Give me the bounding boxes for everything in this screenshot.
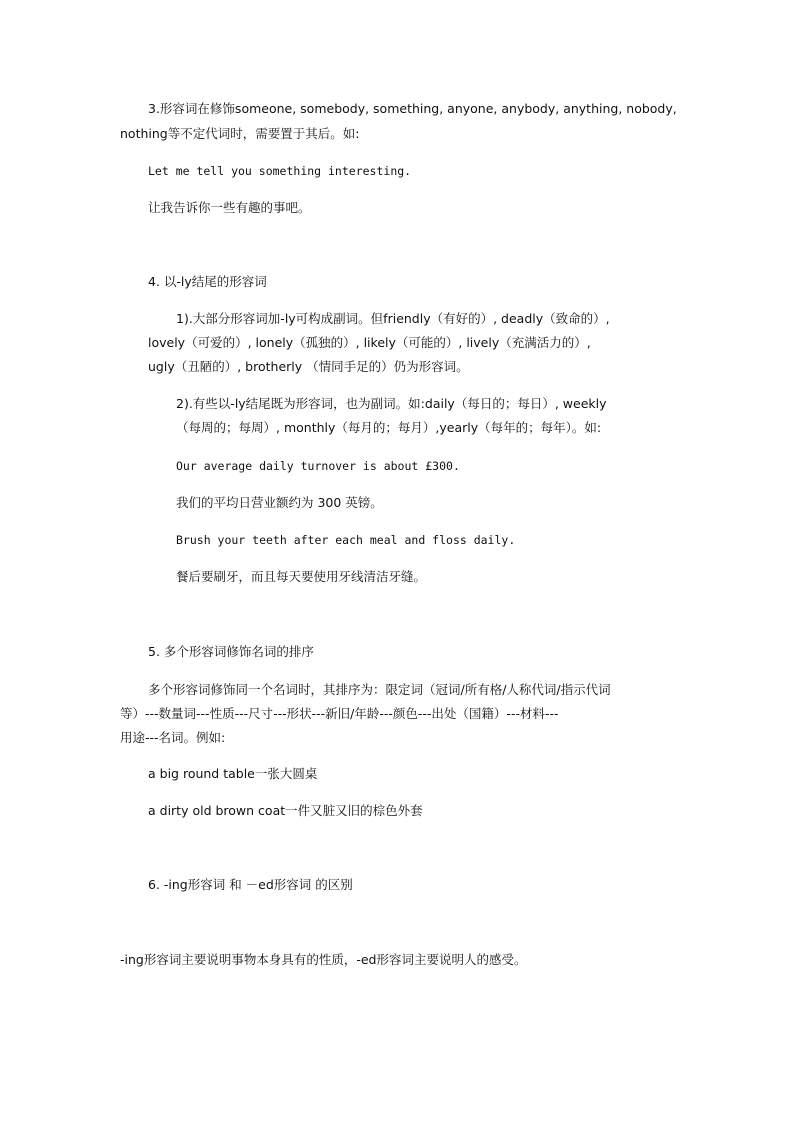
s5-paragraph-line-1: 多个形容词修饰同一个名词时，其排序为：限定词（冠词/所有格/人称代词/指示代词 (148, 682, 611, 697)
s5-example-1: a big round table一张大圆桌 (148, 766, 318, 781)
s4-point1-line-2: lovely（可爱的）, lonely（孤独的）, likely（可能的）, lively（充满活力的）, (148, 335, 591, 350)
s4-example1-en: Our average daily turnover is about £300. (176, 459, 460, 473)
s6-heading: 6. -ing形容词 和 －ed形容词 的区别 (148, 877, 353, 892)
s6-paragraph: -ing形容词主要说明事物本身具有的性质，-ed形容词主要说明人的感受。 (120, 952, 527, 967)
s4-point2-line-2: （每周的；每周）, monthly（每月的；每月）,yearly（每年的；每年）。如: (176, 420, 602, 435)
s4-point1-line-1: 1).大部分形容词加-ly可构成副词。但friendly（有好的）, deadly（致命的）, (176, 311, 610, 326)
s4-example1-cn: 我们的平均日营业额约为 300 英镑。 (176, 495, 383, 510)
s5-paragraph-line-2: 等）---数量词---性质---尺寸---形状---新旧/年龄---颜色---出处（国籍）---材料--- (120, 706, 559, 721)
s3-paragraph-line-2: nothing等不定代词时，需要置于其后。如: (120, 126, 360, 141)
s4-point1-line-3: ugly（丑陋的）, brotherly （情同手足的）仍为形容词。 (148, 359, 469, 374)
s5-example-2: a dirty old brown coat一件又脏又旧的棕色外套 (148, 803, 423, 818)
s5-paragraph-line-3: 用途---名词。例如: (120, 730, 226, 745)
s4-example2-en: Brush your teeth after each meal and floss daily. (176, 533, 516, 547)
s3-paragraph-line-1: 3.形容词在修饰someone, somebody, something, anyone, anybody, anything, nobody, (148, 101, 677, 116)
s3-example-cn: 让我告诉你一些有趣的事吧。 (148, 200, 311, 215)
s4-point2-line-1: 2).有些以-ly结尾既为形容词，也为副词。如:daily（每日的；每日）, weekly (176, 396, 607, 411)
s4-example2-cn: 餐后要刷牙，而且每天要使用牙线清洁牙缝。 (176, 569, 427, 584)
s4-heading: 4. 以-ly结尾的形容词 (148, 274, 267, 289)
s5-heading: 5. 多个形容词修饰名词的排序 (148, 644, 314, 659)
s3-example-en: Let me tell you something interesting. (148, 164, 412, 178)
